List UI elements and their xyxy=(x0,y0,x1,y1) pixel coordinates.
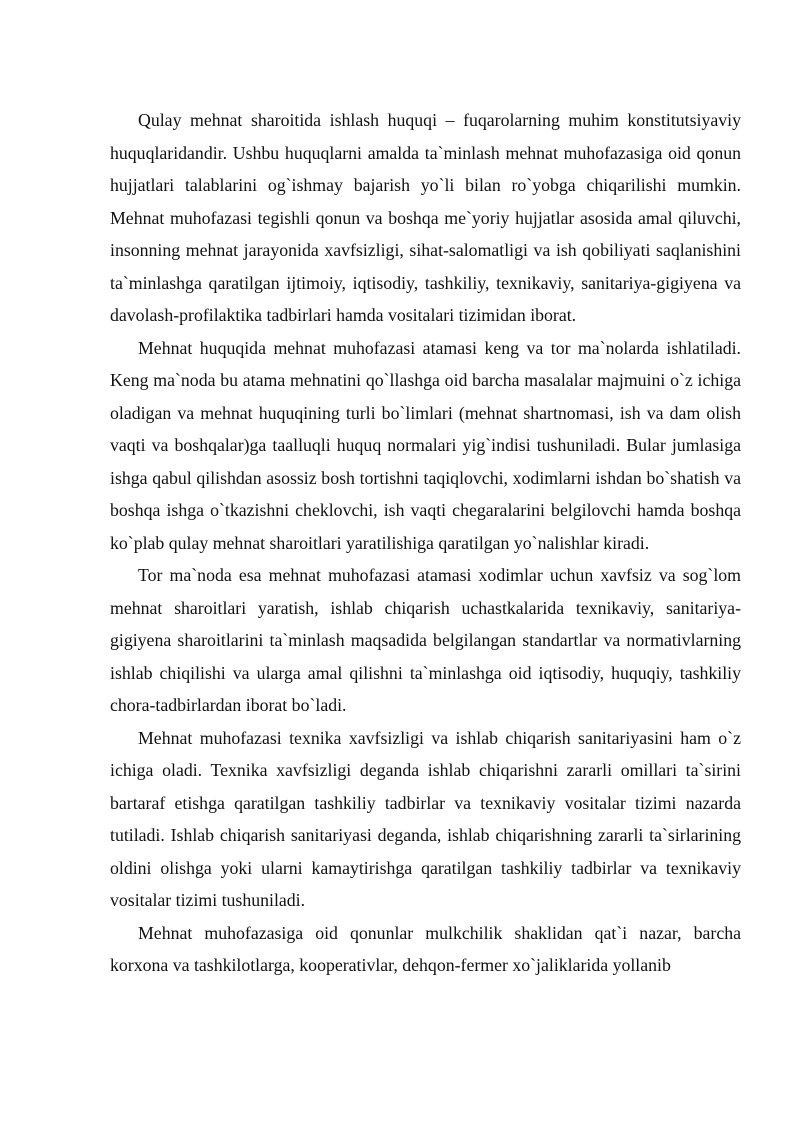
paragraph-right-to-work: Qulay mehnat sharoitida ishlash huquqi – fuqarolarning muhim konstitutsiyaviy huquqlaridandir. Ushbu huquqlarni amalda ta`minlash mehnat muhofazasiga oid qonun hujjatlari talablarini og`ishmay bajarish yo`li bilan ro`yobga chiqarilishi mumkin. Mehnat muhofazasi tegishli qonun va boshqa me`yoriy hujjatlar asosida amal qiluvchi, insonning mehnat jarayonida xavfsizligi, sihat-salomatligi va ish qobiliyati saqlanishini ta`minlashga qaratilgan ijtimoiy, iqtisodiy, tashkiliy, texnikaviy, sanitariya-gigiyena va davolash-profilaktika tadbirlari hamda vositalari tizimidan iborat. xyxy=(110,110,741,325)
paragraph-narrow-meaning: Tor ma`noda esa mehnat muhofazasi atamasi xodimlar uchun xavfsiz va sog`lom mehnat sharoitlari yaratish, ishlab chiqarish uchastkalarida texnikaviy, sanitariya-gigiyena sharoitlarini ta`minlash maqsadida belgilangan standartlar va normativlarning ishlab chiqilishi va ularga amal qilishni ta`minlashga oid iqtisodiy, huquqiy, tashkiliy chora-tadbirlardan iborat bo`ladi. xyxy=(110,565,741,715)
paragraph-labor-protection-laws: Mehnat muhofazasiga oid qonunlar mulkchilik shaklidan qat`i nazar, barcha korxona va tashkilotlarga, kooperativlar, dehqon-fermer xo`jaliklarida yollanib xyxy=(110,922,741,975)
paragraph-broad-and-narrow-meaning: Mehnat huquqida mehnat muhofazasi atamasi keng va tor ma`nolarda ishlatiladi. Keng ma`noda bu atama mehnatini qo`llashga oid barcha masalalar majmuini o`z ichiga oladigan va mehnat huquqining turli bo`limlari (mehnat shartnomasi, ish va dam olish vaqti va boshqalar)ga taalluqli huquq normalari yig`indisi tushuniladi. Bular jumlasiga ishga qabul qilishdan asossiz bosh tortishni taqiqlovchi, xodimlarni ishdan bo`shatish va boshqa ishga o`tkazishni cheklovchi, ish vaqti chegaralarini belgilovchi hamda boshqa ko`plab qulay mehnat sharoitlari yaratilishiga qaratilgan yo`nalishlar kiradi. xyxy=(110,337,741,553)
paragraph-technical-safety: Mehnat muhofazasi texnika xavfsizligi va ishlab chiqarish sanitariyasini ham o`z ichiga oladi. Texnika xavfsizligi deganda ishlab chiqarishni zararli omillari ta`sirini bartaraf etishga qaratilgan tashkiliy tadbirlar va texnikaviy vositalar tizimi nazarda tutiladi. Ishlab chiqarish sanitariyasi deganda, ishlab chiqarishning zararli ta`sirlarining oldini olishga yoki ularni kamaytirishga qaratilgan tashkiliy tadbirlar va texnikaviy vositalar tizimi tushuniladi. xyxy=(110,727,741,910)
document-body xyxy=(110,104,741,982)
